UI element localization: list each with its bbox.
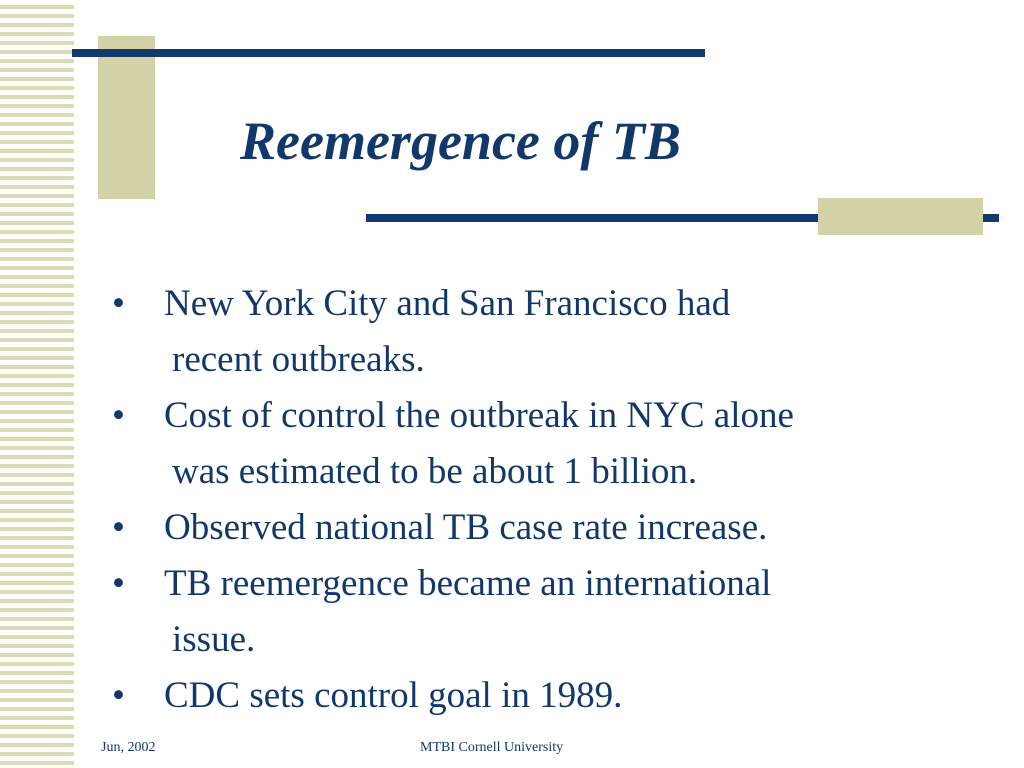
- bullet-list: [112, 276, 992, 724]
- bullet-text-continuation: was estimated to be about 1 billion.: [172, 451, 698, 492]
- bullet-item: [112, 500, 992, 556]
- footer-organization: MTBI Cornell University: [420, 740, 564, 755]
- bullet-text-continuation: issue.: [172, 619, 256, 660]
- bullet-icon: •: [112, 395, 125, 436]
- decorative-stripe-band: [0, 0, 74, 768]
- bullet-text-line: Observed national TB case rate increase.: [164, 507, 768, 548]
- footer-date: Jun, 2002: [101, 740, 156, 755]
- bullet-text-line: New York City and San Francisco had: [164, 283, 731, 324]
- decorative-block-right: [818, 198, 983, 235]
- bullet-item: [112, 276, 992, 388]
- bullet-text-continuation: recent outbreaks.: [172, 339, 425, 380]
- bullet-icon: •: [112, 675, 125, 716]
- title-rule-top: [72, 49, 705, 57]
- bullet-icon: •: [112, 283, 125, 324]
- bullet-icon: •: [112, 507, 125, 548]
- bullet-icon: •: [112, 563, 125, 604]
- bullet-item: [112, 556, 992, 668]
- bullet-text-line: Cost of control the outbreak in NYC alone: [164, 395, 794, 436]
- decorative-block-left: [98, 36, 155, 199]
- slide-title: Reemergence of TB: [240, 111, 681, 171]
- bullet-text-line: TB reemergence became an international: [164, 563, 772, 604]
- bullet-item: [112, 388, 992, 500]
- bullet-text-line: CDC sets control goal in 1989.: [164, 675, 623, 716]
- bullet-item: [112, 668, 992, 724]
